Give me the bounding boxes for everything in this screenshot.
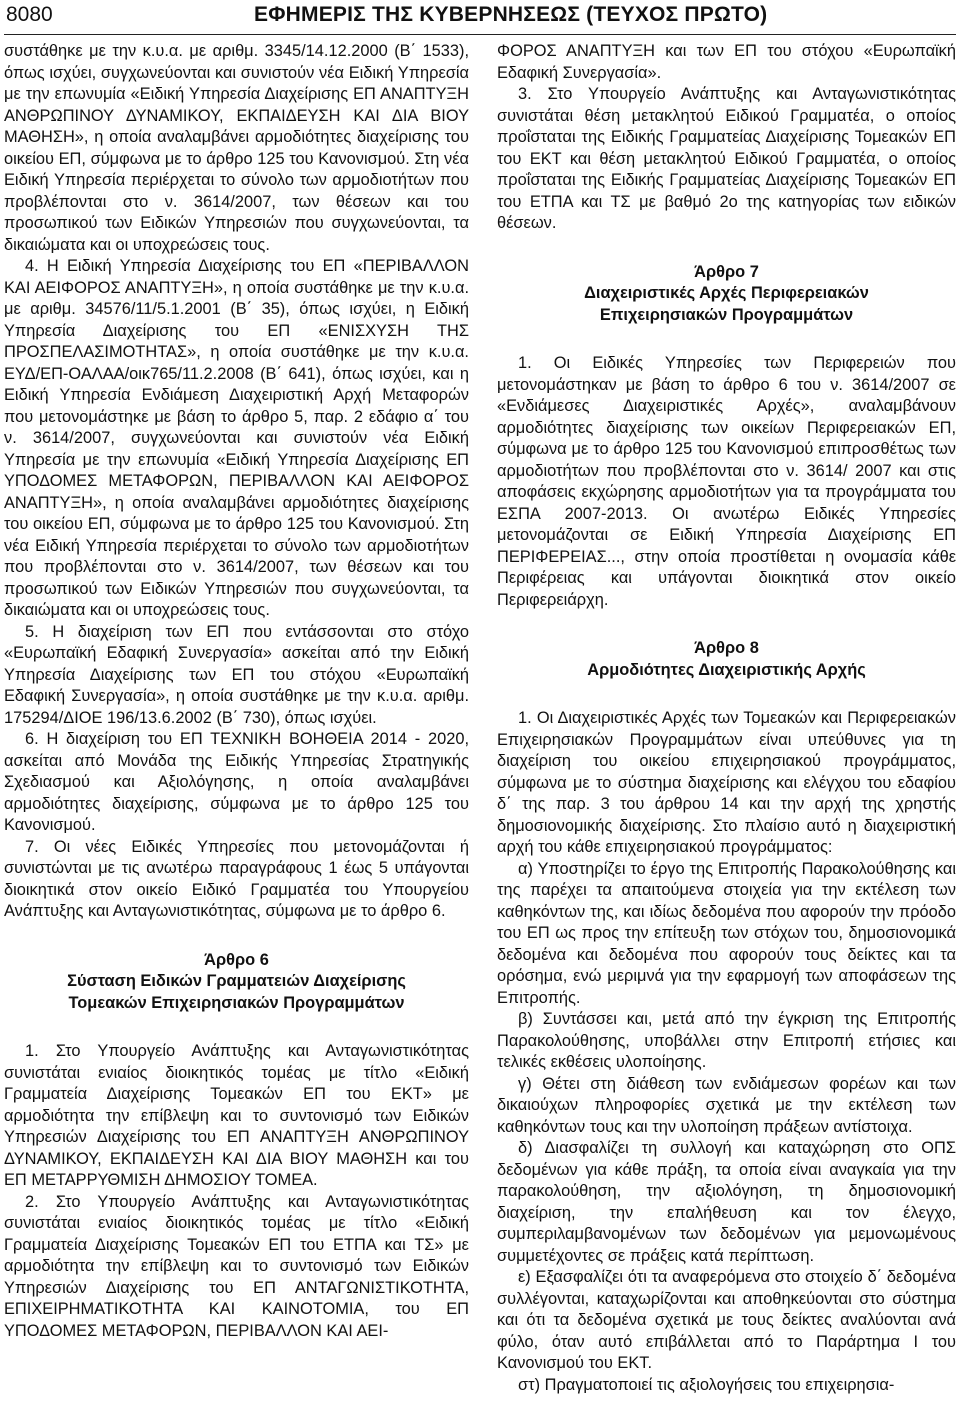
article-7-heading <box>497 262 956 327</box>
article-title: Αρμοδιότητες Διαχειριστικής Αρχής <box>587 660 866 679</box>
paragraph: 3. Στο Υπουργείο Ανάπτυξης και Ανταγωνιστικότητας συνιστάται θέση μετακλητού Ειδικού Γραμματέα, ο οποίος προΐσταται της Ειδικής Γραμματείας Διαχείρισης Τομεακών ΕΠ του ΕΚΤ και θέση μετακλητού Ειδικού Γραμματέα, ο οποίος προΐσταται της Ειδικής Γραμματείας Διαχείρισης Τομεακών ΕΠ του ΕΤΠΑ και ΤΣ με βαθμό 2ο της κατηγορίας των ειδικών θέσεων. <box>497 85 956 232</box>
paragraph: 1. Οι Ειδικές Υπηρεσίες των Περιφερειών που μετονομάστηκαν με βάση το άρθρο 6 του ν. 3614/2007 σε «Ενδιάμεσες Διαχειριστικές Αρχές», αναλαμβάνουν αρμοδιότητες διαχείρισης των οικείων Περιφερειακών ΕΠ, σύμφωνα με το άρθρο 125 του Κανονισμού επιπροσθέτως των αρμοδιοτήτων που προβλέπονται στο ν. 3614/ 2007 και στις αποφάσεις εκχώρησης αρμοδιοτήτων για τα προγράμματα του ΕΣΠΑ 2007-2013. Οι ανωτέρω Ειδικές Υπηρεσίες μετονομάζονται σε Ειδική Υπηρεσία Διαχείρισης ΕΠ ΠΕΡΙΦΕΡΕΙΑΣ..., στην οποία προστίθεται η ονομασία κάθε Περιφέρειας και υπάγονται διοικητικά στον οικείο Περιφερειάρχη. <box>497 354 956 609</box>
paragraph: α) Υποστηρίζει το έργο της Επιτροπής Παρακολούθησης και της παρέχει τα απαιτούμενα στοιχεία για την εκτέλεση των καθηκόντων της, και ιδίως δεδομένα που αφορούν την πρόοδο του ΕΠ ως προς την επίτευξη των στόχων του, δημοσιονομικά δεδομένα και δεδομένα που αφορούν τους δείκτες και τα ορόσημα, ενώ μεριμνά για την εφαρμογή των αποφάσεων της Επιτροπής. <box>497 859 956 1007</box>
left-column <box>4 41 469 1342</box>
article-number: Άρθρο 6 <box>204 950 269 969</box>
paragraph: β) Συντάσσει και, μετά από την έγκριση της Επιτροπής Παρακολούθησης, υποβάλλει στην Επιτροπή ετήσιες και τελικές εκθέσεις υλοποίησης. <box>497 1010 956 1071</box>
page-header <box>4 0 956 35</box>
paragraph: ε) Εξασφαλίζει ότι τα αναφερόμενα στο στοιχείο δ΄ δεδομένα συλλέγονται, καταχωρίζονται και αποθηκεύονται στο σύστημα και ότι τα δεδομένα σχετικά με τους δείκτες αναλύονται ανά φύλο, όταν αυτό επιβάλλεται από το Παράρτημα Ι του Κανονισμού του ΕΚΤ. <box>497 1268 956 1372</box>
article-title: Τομεακών Επιχειρησιακών Προγραμμάτων <box>68 993 405 1012</box>
paragraph: 1. Στο Υπουργείο Ανάπτυξης και Ανταγωνιστικότητας συνιστάται ενιαίος διοικητικός τομέας με τίτλο «Ειδική Γραμματεία Διαχείρισης Τομεακών ΕΠ του ΕΚΤ» με αρμοδιότητα την επίβλεψη και το συντονισμό των Ειδικών Υπηρεσιών Διαχείρισης του ΕΠ ΑΝΑΠΤΥΞΗ ΑΝΘΡΩΠΙΝΟΥ ΔΥΝΑΜΙΚΟΥ, ΕΚΠΑΙΔΕΥΣΗ ΚΑΙ ΔΙΑ ΒΙΟΥ ΜΑΘΗΣΗ και του ΕΠ ΜΕΤΑΡΡΥΘΜΙΣΗ ΔΗΜΟΣΙΟΥ ΤΟΜΕΑ. <box>4 1042 469 1189</box>
journal-title: ΕΦΗΜΕΡΙΣ ΤΗΣ ΚΥΒΕΡΝΗΣΕΩΣ (ΤΕΥΧΟΣ ΠΡΩΤΟ) <box>254 3 768 26</box>
article-number: Άρθρο 8 <box>694 639 759 657</box>
article-8-heading <box>497 638 956 681</box>
article-title: Διαχειριστικές Αρχές Περιφερειακών <box>584 284 869 302</box>
paragraph: δ) Διασφαλίζει τη συλλογή και καταχώρηση στο ΟΠΣ δεδομένων για κάθε πράξη, τα οποία είναι αναγκαία για την παρακολούθηση, την αξιολόγηση, τη δημοσιονομική διαχείριση, την επαλήθευση και τον έλεγχο, συμπεριλαμβανομένων των δεδομένων για μεμονωμένους συμμετέχοντες σε πράξεις κατά περίπτωση. <box>497 1139 956 1265</box>
article-title: Επιχειρησιακών Προγραμμάτων <box>599 305 854 324</box>
paragraph: 1. Οι Διαχειριστικές Αρχές των Τομεακών και Περιφερειακών Επιχειρησιακών Προγραμμάτων είναι υπεύθυνες για τη διαχείριση του οικείου επιχειρησιακού προγράμματος, σύμφωνα με το σύστημα διαχείρισης και ελέγχου του εδαφίου δ΄ της παρ. 3 του άρθρου 14 και την αρχή της χρηστής δημοσιονομικής διαχείρισης. Στο πλαίσιο αυτό η διαχειριστική αρχή του κάθε επιχειρησιακού προγράμματος: <box>497 709 956 856</box>
article-6-heading <box>4 950 469 1015</box>
paragraph: γ) Θέτει στη διάθεση των ενδιάμεσων φορέων και των δικαιούχων πληροφορίες σχετικά με την εκτέλεση των καθηκόντων τους και την υλοποίηση πράξεων αντίστοιχα. <box>497 1074 956 1136</box>
paragraph: 5. Η διαχείριση των ΕΠ που εντάσσονται στο στόχο «Ευρωπαϊκή Εδαφική Συνεργασία» ασκείται από την Ειδική Υπηρεσία Διαχείρισης των ΕΠ του στόχου «Ευρωπαϊκή Εδαφική Συνεργασία», η οποία συστάθηκε με την κ.υ.α. αριθμ. 175294/ΔΙΟΕ 196/13.6.2002 (Β΄ 730), όπως ισχύει. <box>4 622 469 727</box>
article-number: Άρθρο 7 <box>694 262 759 281</box>
paragraph: ΦΟΡΟΣ ΑΝΑΠΤΥΞΗ και των ΕΠ του στόχου «Ευρωπαϊκή Εδαφική Συνεργασία». <box>497 42 956 82</box>
right-column <box>497 41 956 1396</box>
paragraph: 7. Οι νέες Ειδικές Υπηρεσίες που μετονομάζονται ή συνιστώνται με τις ανωτέρω παραγράφους 1 έως 5 υπάγονται διοικητικά στον οικείο Ειδικό Γραμματέα του Υπουργείου Ανάπτυξης και Ανταγωνιστικότητας, σύμφωνα με το άρθρο 6. <box>4 837 469 920</box>
page-number: 8080 <box>6 3 53 26</box>
paragraph: 6. Η διαχείριση του ΕΠ ΤΕΧΝΙΚΗ ΒΟΗΘΕΙΑ 2014 - 2020, ασκείται από Μονάδα της Ειδικής Υπηρεσίας Στρατηγικής Σχεδιασμού και Αξιολόγησης, η οποία αναλαμβάνει αρμοδιότητες διαχείρισης, σύμφωνα με το άρθρο 125 του Κανονισμού. <box>4 730 469 834</box>
paragraph: στ) Πραγματοποιεί τις αξιολογήσεις του επιχειρησια- <box>518 1375 895 1394</box>
paragraph: 4. Η Ειδική Υπηρεσία Διαχείρισης του ΕΠ «ΠΕΡΙΒΑΛΛΟΝ ΚΑΙ ΑΕΙΦΟΡΟΣ ΑΝΑΠΤΥΞΗ», η οποία συστάθηκε με την κ.υ.α. με αριθμ. 34576/11/5.1.2001 (Β΄ 35), όπως ισχύει, η Ειδική Υπηρεσία Διαχείρισης του ΕΠ «ΕΝΙΣΧΥΣΗ ΤΗΣ ΠΡΟΣΠΕΛΑΣΙΜΟΤΗΤΑΣ», η οποία συστάθηκε με την κ.υ.α. ΕΥΔ/ΕΠ-ΟΑΛΑΑ/οικ765/11.2.2008 (Β΄ 641), όπως ισχύει, και η Ειδική Υπηρεσία Ενδιάμεση Διαχειριστική Αρχή Μεταφορών που μετονομάστηκε με βάση το άρθρο 5, παρ. 2 εδάφιο α΄ του ν. 3614/2007, συγχωνεύονται και συνιστούν νέα Ειδική Υπηρεσία με την επωνυμία «Ειδική Υπηρεσία Διαχείρισης ΕΠ ΥΠΟΔΟΜΕΣ ΜΕΤΑΦΟΡΩΝ, ΠΕΡΙΒΑΛΛΟΝ ΚΑΙ ΑΕΙΦΟΡΟΣ ΑΝΑΠΤΥΞΗ», η οποία αναλαμβάνει αρμοδιότητες διαχείρισης του οικείου ΕΠ, σύμφωνα με το άρθρο 125 του Κανονισμού. Στη νέα Ειδική Υπηρεσία περιέρχεται το σύνολο των αρμοδιοτήτων που προβλέπονται στο ν. 3614/2007, των θέσεων και του προσωπικού των Ειδικών Υπηρεσιών που συγχωνεύονται, τα δικαιώματα και οι υποχρεώσεις τους. <box>4 257 469 619</box>
paragraph: συστάθηκε με την κ.υ.α. με αριθμ. 3345/14.12.2000 (Β΄ 1533), όπως ισχύει, συγχωνεύονται και συνιστούν νέα Ειδική Υπηρεσία με την επωνυμία «Ειδική Υπηρεσία Διαχείρισης ΕΠ ΑΝΑΠΤΥΞΗ ΑΝΘΡΩΠΙΝΟΥ ΔΥΝΑΜΙΚΟΥ, ΕΚΠΑΙΔΕΥΣΗ ΚΑΙ ΔΙΑ ΒΙΟΥ ΜΑΘΗΣΗ», η οποία αναλαμβάνει αρμοδιότητες διαχείρισης του οικείου ΕΠ, σύμφωνα με το άρθρο 125 του Κανονισμού. Στη νέα Ειδική Υπηρεσία περιέρχεται το σύνολο των αρμοδιοτήτων που προβλέπονται στο ν. 3614/2007, των θέσεων και του προσωπικού των Ειδικών Υπηρεσιών που συγχωνεύονται, τα δικαιώματα και οι υποχρεώσεις τους. <box>4 42 469 254</box>
article-title: Σύσταση Ειδικών Γραμματειών Διαχείρισης <box>67 972 406 990</box>
paragraph: 2. Στο Υπουργείο Ανάπτυξης και Ανταγωνιστικότητας συνιστάται ενιαίος διοικητικός τομέας με τίτλο «Ειδική Γραμματεία Διαχείρισης Τομεακών ΕΠ του ΕΤΠΑ και ΤΣ» με αρμοδιότητα την επίβλεψη και το συντονισμό των Ειδικών Υπηρεσιών Διαχείρισης του ΕΠ ΑΝΤΑΓΩΝΙΣΤΙΚΟΤΗΤΑ, ΕΠΙΧΕΙΡΗΜΑΤΙΚΟΤΗΤΑ ΚΑΙ ΚΑΙΝΟΤΟΜΙΑ, του ΕΠ ΥΠΟΔΟΜΕΣ ΜΕΤΑΦΟΡΩΝ, ΠΕΡΙΒΑΛΛΟΝ ΚΑΙ ΑΕΙ- <box>4 1192 469 1340</box>
